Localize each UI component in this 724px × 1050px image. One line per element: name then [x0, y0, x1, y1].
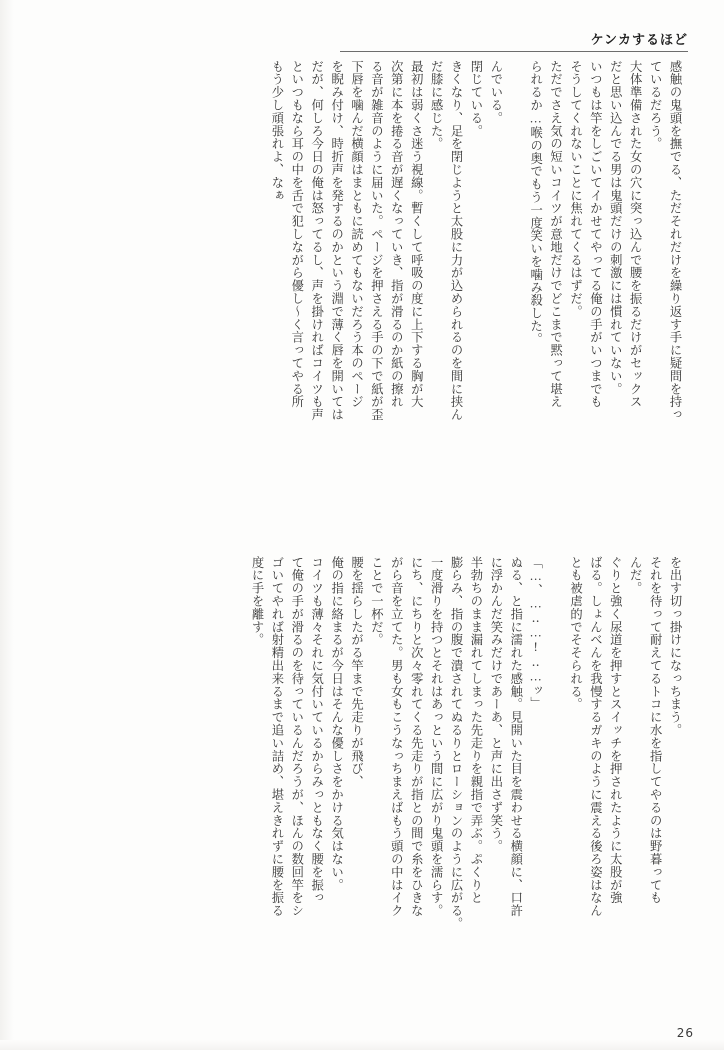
- text-column: 「…、…‥…!‥…ッ」: [528, 556, 543, 710]
- text-column: られるか…喉の奥でもう一度笑いを噛み殺した。: [528, 60, 543, 346]
- text-column: 下唇を噛んだ横顔はまともに読めてもないだろう本のページ: [349, 60, 364, 409]
- text-column: 膨らみ、指の腹で潰されてぬるりとローションのように広がる。: [449, 556, 464, 931]
- text-column: とも被虐的でそそられる。: [568, 556, 583, 711]
- text-column: そうしてくれないことに焦れてくるはずだ。: [568, 60, 583, 318]
- text-column: だ膝に感じた。: [429, 60, 444, 151]
- page-number: 26: [676, 1026, 694, 1040]
- text-column: だが、何しろ今日の俺は怒ってるし、声を掛ければコイツも声: [309, 60, 324, 422]
- text-column: を睨み付け、時折声を発するのかという淵で薄く唇を開いては: [329, 60, 344, 422]
- running-head: [340, 22, 688, 52]
- text-column: 一度滑りを持つとそれはあっという間に広がり鬼頭を濡らす。: [429, 556, 444, 918]
- text-column: ゴいてやれば射精出来るまで追い詰め、堪えきれずに腰を振る: [269, 556, 284, 918]
- running-head-title: ケンカするほど: [590, 33, 688, 48]
- text-column: もう少し頑張れよ、なぁ: [269, 60, 284, 202]
- text-column: 次第に本を捲る音が遅くなっていき、指が滑るのか紙の擦れ: [389, 60, 404, 409]
- text-column: ぬる、と指に濡れた感触。見開いた目を震わせる横顔に、口許: [508, 556, 523, 918]
- text-column: [545, 556, 565, 996]
- text-column: がら音を立てた。男も女もこうなっちまえばもう頭の中はイク: [389, 556, 404, 918]
- page-edge-shading-left: [0, 0, 14, 1050]
- text-column: を出す切っ掛けになっちまう。: [668, 556, 682, 737]
- text-column: だと思い込んでる男は鬼頭だけの刺激には慣れていない。: [608, 60, 623, 396]
- text-column: 大体準備された女の穴に突っ込んで腰を振るだけがセックス: [628, 60, 643, 409]
- text-column: 半勃ちのまま漏れてしまった先走りを親指で弄ぶ。ぷくりと: [468, 556, 483, 905]
- text-column: 腰を揺らしたがる竿まで先走りが飛び、: [349, 556, 364, 789]
- text-column: 最初は弱くさ迷う視線。暫くして呼吸の度に上下する胸が大: [409, 60, 424, 409]
- text-column: る音が雑音のように届いた。ページを押さえる手の下で紙が歪: [369, 60, 384, 422]
- body-text-top: [64, 60, 684, 530]
- text-column: 俺の指に絡まるが今日はそんな優しさをかける気はない。: [329, 556, 344, 892]
- text-column: ているだろう。: [648, 60, 663, 151]
- body-text-bottom: [64, 556, 684, 996]
- text-column: [505, 60, 525, 530]
- text-column: ただでさえ気の短いコイツが意地だけでどこまで黙って堪え: [548, 60, 563, 409]
- text-column: それを待って耐えてるトコに水を指してやるのは野暮っても: [648, 556, 663, 905]
- text-column: ぐりと強く尿道を押すとスイッチを押されたように太股が強: [608, 556, 623, 905]
- text-column: に浮かんだ笑みだけであーあ、と声に出さず笑う。: [488, 556, 503, 853]
- text-column: コイツも薄々それに気付いているからみっともなく腰を振っ: [309, 556, 324, 905]
- text-column: 度に手を離す。: [249, 556, 264, 647]
- text-column: んだ。: [628, 556, 643, 595]
- text-column: にち、にちりと次々零れてくる先走りが指との間で糸をひきな: [409, 556, 424, 918]
- text-column: ことで一杯だ。: [369, 556, 384, 647]
- text-column: きくなり、足を閉じようと太股に力が込められるのを間に挟ん: [449, 60, 464, 422]
- text-column: といつもなら耳の中を舌で犯しながら優し～く言ってやる所: [289, 60, 304, 409]
- page-edge-shading-bottom: [0, 1040, 724, 1050]
- text-column: て俺の手が滑るのを待っているんだろうが、ほんの数回竿をシ: [289, 556, 304, 918]
- text-column: 閉じている。: [468, 60, 483, 138]
- text-column: ばる。しょんべんを我慢するガキのように震える後ろ姿はなん: [588, 556, 603, 918]
- text-column: んでいる。: [488, 60, 503, 125]
- text-column: 感触の鬼頭を撫でる、ただそれだけを繰り返す手に疑問を持っ: [668, 60, 682, 422]
- text-column: いつもは竿をしごいてイかせてやってる俺の手がいつまでも: [588, 60, 603, 409]
